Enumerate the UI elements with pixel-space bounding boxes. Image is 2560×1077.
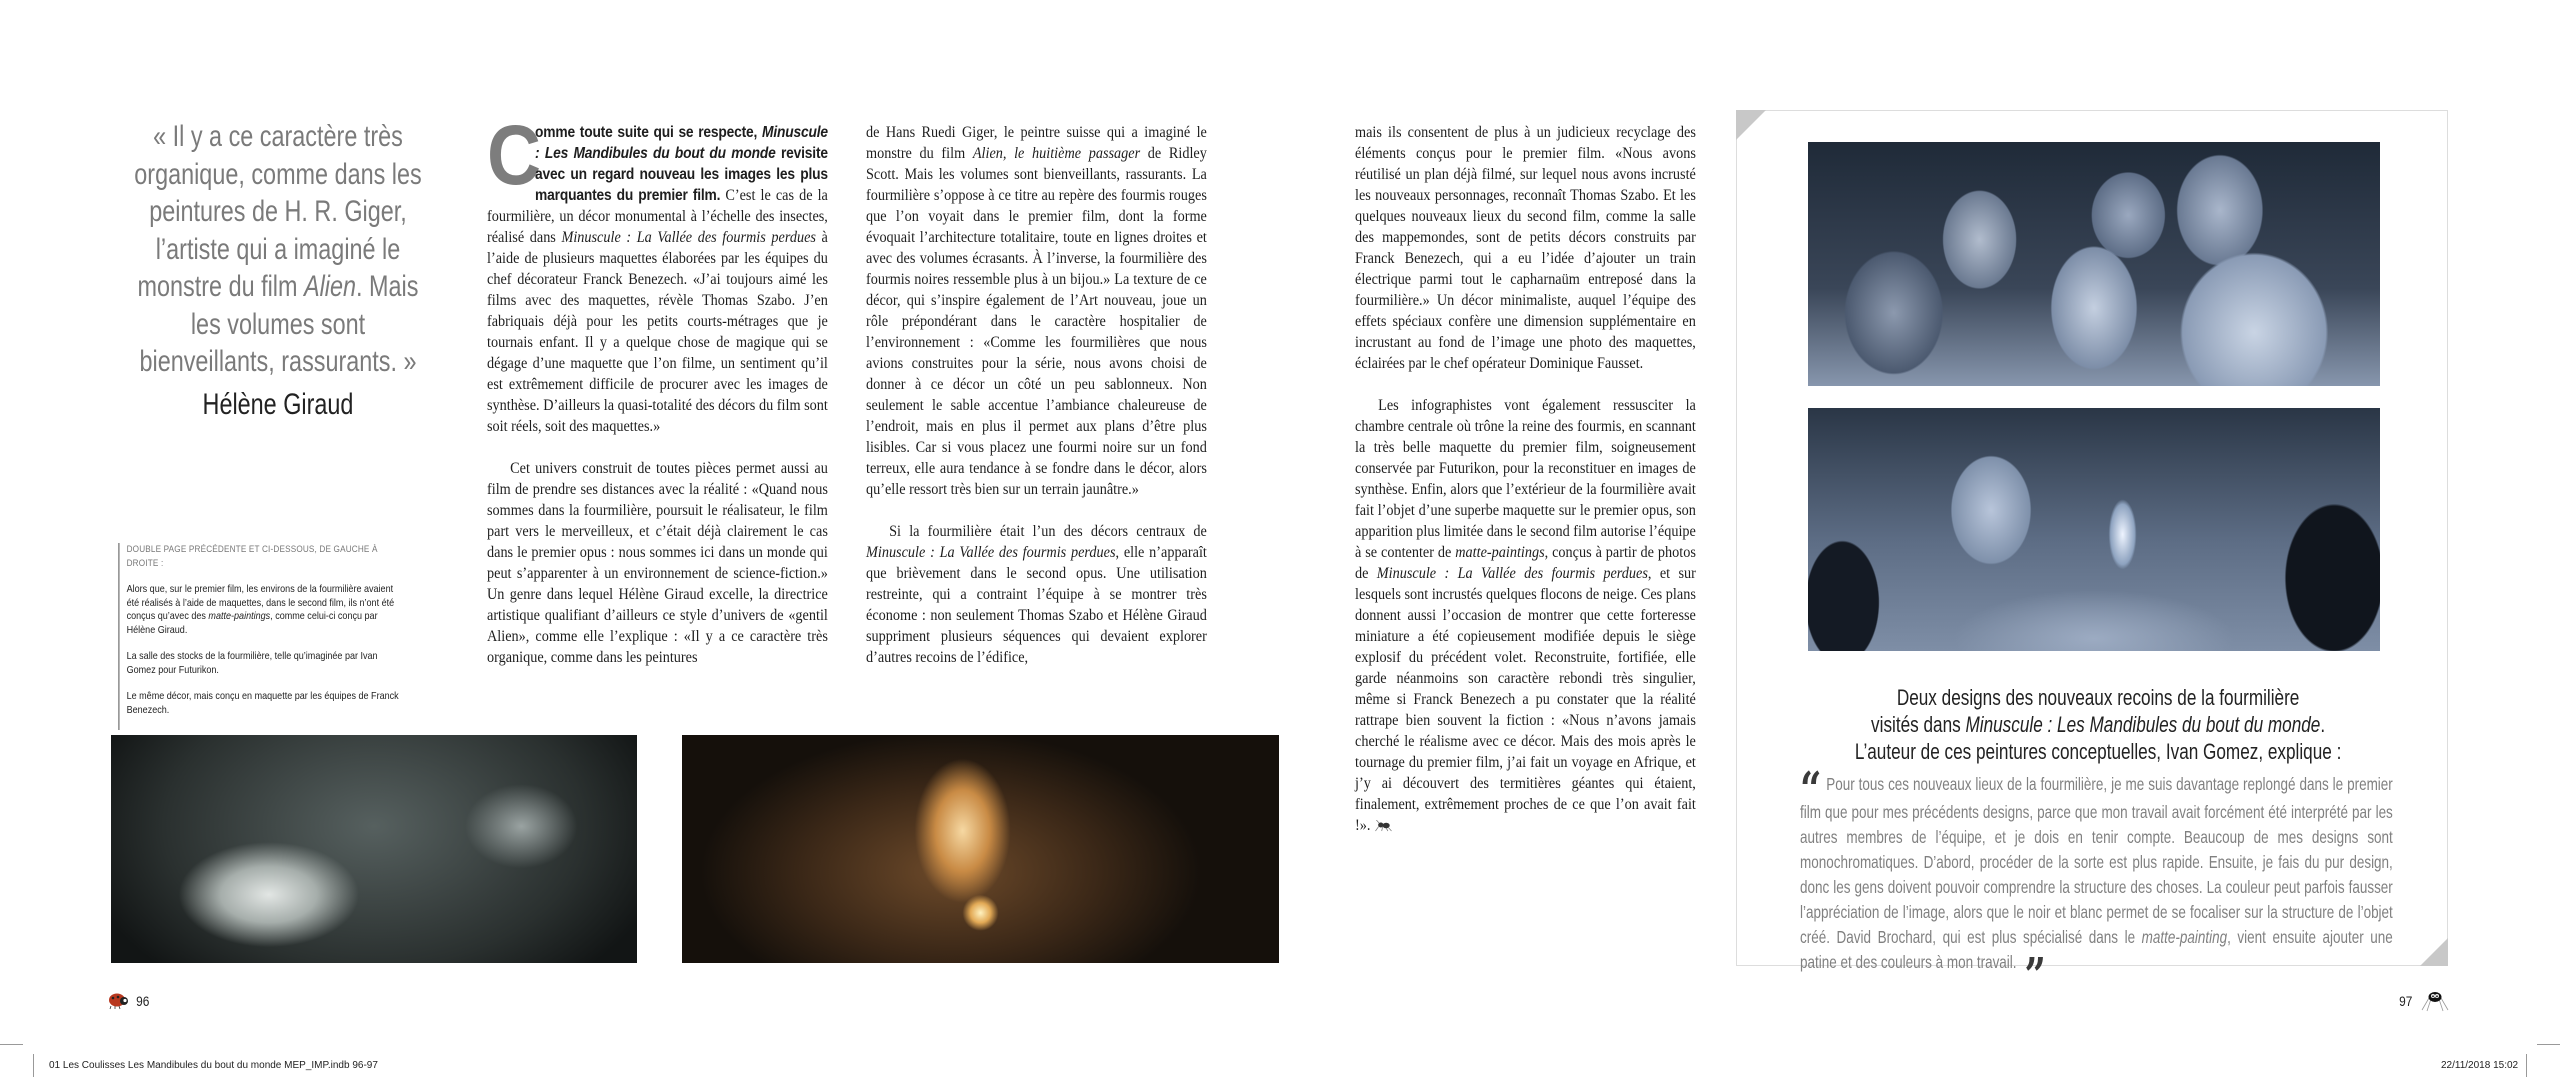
crop-mark bbox=[2526, 1054, 2527, 1077]
article-column-1 bbox=[487, 108, 828, 668]
globes-room-concept-image bbox=[1808, 142, 2380, 386]
italic-text: Minuscule : La Vallée des fourmis perdues bbox=[866, 544, 1116, 561]
caption-item bbox=[127, 690, 407, 717]
matte-painting-image bbox=[111, 735, 637, 963]
italic-text: Minuscule : La Vallée des fourmis perdues bbox=[561, 229, 816, 246]
text-run: omme toute suite qui se respecte, bbox=[535, 124, 763, 141]
paragraph-body bbox=[1355, 397, 1696, 834]
text-run: à l’aide de plusieurs maquettes élaborées par les équipes du chef décorateur Franck Benezech. «J’ai toujours aimé les films avec des maquettes, révèle Thomas Szabo. J’en fabriquais déjà pour les petits courts-métrages que je tournais enfant. Il y a quelque chose de magique qui se dégage d’une maquette que l’on filme, un sentiment qu’il est extrêmement difficile de procurer avec les images de synthèse. D’ailleurs la quasi-totalité des décors du film sont soit réels, soit des maquettes.» bbox=[487, 229, 828, 435]
text-run: mais ils consentent de plus à un judicieux recyclage des éléments conçus pour le premier film. «Nous avons réutilisé un plan déjà filmé, sur lequel nous avons incrusté les nouveaux personnages, reconnaît Thomas Szabo. Et les quelques nouveaux lieux du second film, comme la salle des mappemondes, sont de petits décors construits par Franck Benezech, qui a eu l’idée d’ajouter un train électrique parmi tout le capharnaüm entreposé dans la fourmilière.» Un décor minimaliste, auquel l’équipe des effets spéciaux confère une dimension supplémentaire en incrustant au fond de l’image une photo des maquettes, éclairées par le chef opérateur Dominique Fausset. bbox=[1355, 124, 1696, 372]
crop-mark bbox=[33, 1054, 34, 1077]
text-run: revisite avec un regard nouveau les images les plus marquantes du premier film. bbox=[535, 145, 828, 204]
text-run: La salle des stocks de la fourmilière, telle qu’imaginée par Ivan Gomez pour Futurikon. bbox=[126, 650, 378, 676]
text-run: Alors que, sur le premier film, les environs de la fourmilière avaient été réalisés à l’aide de maquettes, dans le second film, ils n’ont été conçus qu’avec des bbox=[126, 583, 395, 622]
text-run: , comme celui-ci conçu par Hélène Giraud. bbox=[126, 610, 378, 636]
text-run: , elle n’apparaît que brièvement dans le second opus. Une utilisation restreinte, qui a contraint l’équipe à se montrer très économe : non seulement Thomas Szabo et Hélène Giraud suppriment plusieurs séquences qui devaient explorer d’autres recoins de l’édifice, bbox=[866, 544, 1207, 666]
caption-item bbox=[127, 583, 407, 637]
italic-text: matte-painting bbox=[2141, 927, 2228, 947]
page-number: 97 bbox=[2399, 993, 2413, 1009]
italic-text: matte-paintings bbox=[208, 610, 271, 622]
image-caption-right bbox=[1790, 684, 2406, 765]
quote-italic-title: Alien bbox=[303, 270, 357, 303]
paragraph-body bbox=[487, 187, 828, 435]
caption-item bbox=[127, 650, 407, 677]
artist-quote bbox=[1800, 762, 2393, 1004]
crop-mark bbox=[0, 1044, 23, 1045]
text-run: de Ridley Scott. Mais les volumes sont bienveillants, rassurants. La fourmilière s’oppose à ce titre au repère des fourmis rouges que l’on voyait dans le premier film, dont la forme évoquait l’architecture totalitaire, toute en lignes droites et avec des volumes écrasants. À l’inverse, la fourmilière des fourmis noires ressemble plus à un bijou.» La texture de ce décor, qui s’inspire également de l’Art nouveau, joue un rôle prépondérant dans le caractère hospitalier de l’environnement : «Comme les fourmilières que nous avions construites pour la série, nous avons choisi de donner à ce décor un côté un peu sablonneux. Non seulement le sable accentue l’ambiance chaleureuse de l’endroit, mais en plus il permet aux plans d’être plus lisibles. Car si vous placez une fourmi noire sur un fond terreux, elle aura tendance à se fondre dans le décor, alors qu’elle ressort très bien sur un terrain jaunâtre.» bbox=[866, 145, 1207, 498]
ladybug-icon bbox=[108, 992, 130, 1010]
artist-quote-text bbox=[1800, 774, 2393, 972]
article-paragraph bbox=[487, 458, 828, 668]
text-run: C’est le cas de la fourmilière, un décor monumental à l’échelle des insectes, réalisé dans bbox=[487, 187, 828, 246]
caption-heading: DOUBLE PAGE PRÉCÉDENTE ET CI-DESSOUS, DE GAUCHE À DROITE : bbox=[126, 544, 378, 569]
article-paragraph bbox=[1355, 395, 1696, 836]
text-run: , vient ensuite ajouter une patine et des couleurs à mon travail. bbox=[1800, 927, 2393, 972]
image-caption-left bbox=[118, 543, 406, 730]
drop-cap: C bbox=[487, 108, 541, 202]
caption-line bbox=[1790, 711, 2406, 738]
text-run: . bbox=[2320, 712, 2326, 737]
crop-mark bbox=[2537, 1044, 2560, 1045]
print-slug-file: 01 Les Coulisses Les Mandibules du bout du monde MEP_IMP.indb 96-97 bbox=[49, 1060, 378, 1071]
article-paragraph bbox=[866, 122, 1207, 500]
italic-text: Minuscule : La Vallée des fourmis perdues bbox=[1376, 565, 1648, 582]
text-run: Cet univers construit de toutes pièces permet aussi au film de prendre ses distances avec la réalité : «Quand nous sommes dans la fourmilière, poursuit le réalisateur, le film part vers le merveilleux, et c’était déjà clairement le cas dans le premier opus : nous sommes ici dans un monde qui peut s’apparenter à un environnement de science-fiction.» Un genre dans lequel Hélène Giraud excelle, la directrice artistique qualifiant d’ailleurs ce style d’univers de «gentil Alien», comme elle l’explique : «Il y a ce caractère très organique, comme dans les peintures bbox=[487, 460, 828, 666]
spider-icon bbox=[2419, 990, 2451, 1012]
italic-text: Alien, le huitième passager bbox=[972, 145, 1141, 162]
close-quote-icon: ” bbox=[2024, 948, 2046, 1004]
ant-icon bbox=[1374, 820, 1394, 832]
pull-quote bbox=[122, 118, 434, 425]
text-run: Pour tous ces nouveaux lieux de la fourmilière, je me suis davantage replongé dans le premier film que pour mes précédents designs, parce que mon travail avait forcément été interprété par les autres membres de l’équipe, et je dois en tenir compte. Beaucoup de mes designs sont monochromatiques. D’abord, procéder de la sorte est plus rapide. Ensuite, je fais du pur design, donc les gens doivent pouvoir comprendre la structure des choses. La couleur peut parfois fausser l’appréciation de l’image, alors que le noir et blanc permet de se focaliser sur la structure de l’objet créé. David Brochard, qui est plus spécialisé dans le bbox=[1800, 774, 2393, 947]
globe-cave-concept-image bbox=[1808, 408, 2380, 651]
italic-text: matte-paintings bbox=[1455, 544, 1545, 561]
caption-line bbox=[1790, 738, 2406, 765]
text-run: , conçus à partir de photos de bbox=[1355, 544, 1696, 582]
quote-text: « Il y a ce caractère très organique, comme dans les peintures de H. R. Giger, l’artiste qui a imaginé le monstre du film bbox=[134, 120, 422, 303]
article-paragraph bbox=[487, 108, 828, 437]
print-slug-timestamp: 22/11/2018 15:02 bbox=[2441, 1060, 2519, 1071]
text-run: L’auteur de ces peintures conceptuelles, Ivan Gomez, explique : bbox=[1854, 739, 2342, 764]
text-run: visités dans bbox=[1871, 712, 1966, 737]
article-column-3 bbox=[1355, 122, 1696, 836]
text-run: de Hans Ruedi Giger, le peintre suisse qui a imaginé le monstre du film bbox=[866, 124, 1207, 162]
pull-quote-author: Hélène Giraud bbox=[202, 387, 354, 421]
text-run: Les infographistes vont également ressusciter la chambre centrale où trône la reine des fourmis, en scannant la très belle maquette du premier film, soigneusement conservée par Futurikon, pour la reconstituer en images de synthèse. Enfin, alors que l’extérieur de la fourmilière avait fait l’objet d’une superbe maquette sur le premier opus, son apparition plus limitée dans le second film autorise l’équipe à se contenter de bbox=[1355, 397, 1696, 561]
article-column-2 bbox=[866, 122, 1207, 668]
pull-quote-text bbox=[122, 118, 434, 381]
italic-text: Minuscule : Les Mandibules du bout du monde bbox=[535, 124, 828, 162]
quote-text-end: . Mais les volumes sont bienveillants, rassurants. » bbox=[139, 270, 419, 378]
page-number-right bbox=[2398, 990, 2451, 1012]
text-run: Si la fourmilière était l’un des décors centraux de bbox=[889, 523, 1207, 540]
caption-line bbox=[1790, 684, 2406, 711]
article-paragraph bbox=[1355, 122, 1696, 374]
corner-fold-decoration bbox=[1736, 110, 1766, 140]
article-paragraph bbox=[866, 521, 1207, 668]
page-number: 96 bbox=[136, 992, 150, 1009]
corner-fold-decoration bbox=[2420, 938, 2448, 966]
text-run: Le même décor, mais conçu en maquette par les équipes de Franck Benezech. bbox=[126, 690, 399, 716]
stock-room-image bbox=[682, 735, 1279, 963]
italic-text: Minuscule : Les Mandibules du bout du monde bbox=[1965, 712, 2321, 737]
page-number-left bbox=[108, 990, 151, 1010]
text-run: , et sur lesquels sont incrustés quelques flocons de neige. Ces plans donnent aussi l’occasion de montrer que cette forteresse miniature a été copieusement modifiée depuis le siège explosif du précédent volet. Reconstruite, fortifiée, elle garde néanmoins son caractère rebondi très singulier, même si Franck Benezech a pu constater que la réalité rattrape bien souvent la fiction : «Nous n’avons jamais cherché le réalisme avec ce décor. Mais des mois après le tournage du premier film, j’ai fait un voyage en Afrique, et j’y ai découvert des termitières géantes qui étaient, finalement, extrêmement proches de ce que l’on avait fait !». bbox=[1355, 565, 1696, 834]
open-quote-icon: “ bbox=[1800, 762, 1822, 818]
text-run: Deux designs des nouveaux recoins de la fourmilière bbox=[1896, 685, 2300, 710]
